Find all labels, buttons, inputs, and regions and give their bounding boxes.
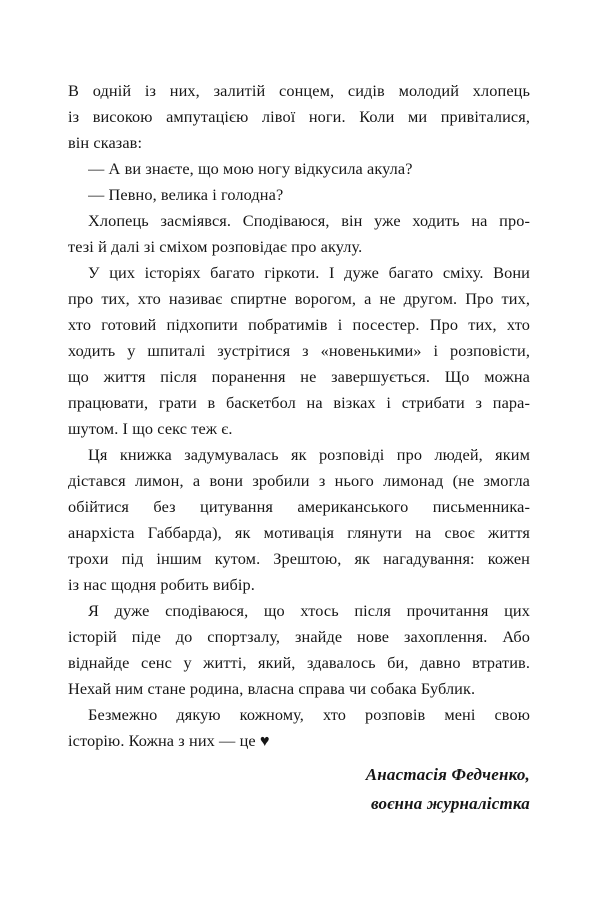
text-line: історій піде до спортзалу, знайде нове захоплення. Або [68, 627, 530, 646]
body-text [68, 78, 530, 754]
text-line: — А ви знаєте, що мою ногу відкусила акула? [88, 159, 413, 178]
text-line: із високою ампутацією лівої ноги. Коли ми привіталися, [68, 107, 530, 126]
text-line: Ця книжка задумувалась як розповіді про людей, яким [88, 445, 530, 464]
text-line: історію. Кожна з них — це ♥ [68, 731, 270, 750]
text-line: із нас щодня робить вибір. [68, 575, 255, 594]
text-line: Я дуже сподіваюся, що хтось після прочитання цих [88, 601, 530, 620]
text-line: шутом. І що секс теж є. [68, 419, 233, 438]
text-line: — Певно, велика і голодна? [88, 185, 284, 204]
text-line: трохи під іншим кутом. Зрештою, як нагадування: кожен [68, 549, 530, 568]
signature-role: воєнна журналістка [370, 794, 530, 813]
signature-author: Анастасія Федченко, [365, 765, 530, 784]
text-line: працювати, грати в баскетбол на візках і стрибати з пара- [68, 393, 530, 412]
text-line: анархіста Габбарда), як мотивація глянути на своє життя [68, 523, 530, 542]
text-line: що життя після поранення не завершується. Що можна [68, 367, 530, 386]
text-line: В одній із них, залитій сонцем, сидів молодий хлопець [68, 81, 530, 100]
text-line: Нехай ним стане родина, власна справа чи собака Бублик. [68, 679, 476, 698]
text-line: хто готовий підхопити побратимів і посестер. Про тих, хто [68, 315, 530, 334]
text-line: ходить у шпиталі зустрітися з «новенькими» і розповісти, [68, 341, 530, 360]
text-line: У цих історіях багато гіркоти. І дуже багато сміху. Вони [88, 263, 530, 282]
text-line: про тих, хто називає спиртне ворогом, а не другом. Про тих, [68, 289, 530, 308]
text-line: віднайде сенс у житті, який, здавалось би, давно втратив. [68, 653, 530, 672]
text-line: обійтися без цитування американського письменника- [68, 497, 530, 516]
text-line: він сказав: [68, 133, 143, 152]
author-signature [366, 760, 530, 818]
text-line: тезі й далі зі сміхом розповідає про акулу. [68, 237, 363, 256]
text-line: дістався лимон, а вони зробили з нього лимонад (не змогла [68, 471, 530, 490]
text-line: Безмежно дякую кожному, хто розповів мені свою [88, 705, 530, 724]
text-line: Хлопець засміявся. Сподіваюся, він уже ходить на про- [88, 211, 530, 230]
